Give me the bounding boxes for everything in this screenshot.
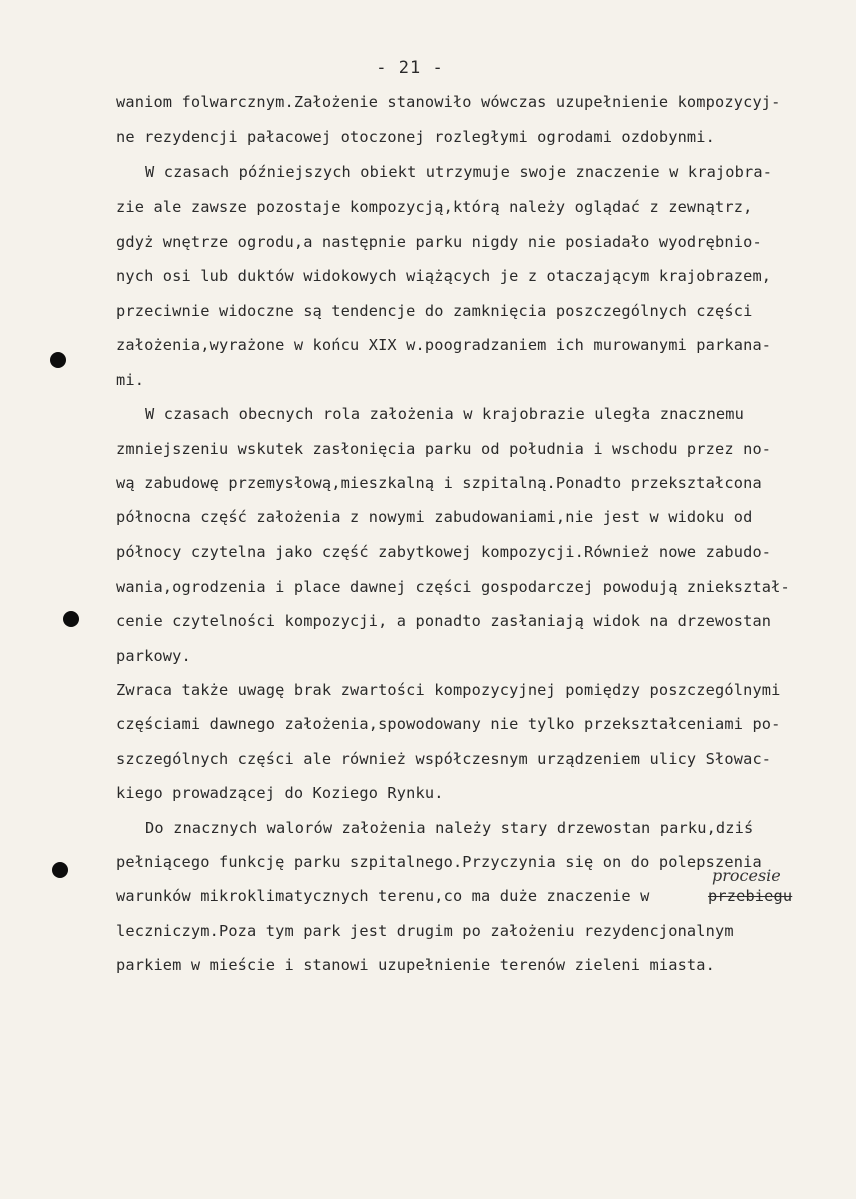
text-line: przeciwnie widoczne są tendencje do zamknięcia poszczególnych części xyxy=(116,302,753,320)
text-line: wą zabudowę przemysłową,mieszkalną i szpitalną.Ponadto przekształcona xyxy=(116,474,762,492)
text-line: W czasach późniejszych obiekt utrzymuje swoje znaczenie w krajobra- xyxy=(145,163,773,181)
struck-word: przebiegu xyxy=(708,887,793,905)
text-line: parkiem w mieście i stanowi uzupełnienie terenów zieleni miasta. xyxy=(116,956,716,974)
text-line: mi. xyxy=(116,371,145,389)
handwritten-correction: procesie xyxy=(712,866,781,885)
page-number: - 21 - xyxy=(376,58,444,78)
text-line: cenie czytelności kompozycji, a ponadto zasłaniają widok na drzewostan xyxy=(116,612,772,630)
text-line: nych osi lub duktów widokowych wiążących je z otaczającym krajobrazem, xyxy=(116,267,772,285)
text-line: kiego prowadzącej do Koziego Rynku. xyxy=(116,784,444,802)
binder-hole-middle xyxy=(63,611,79,627)
text-line: szczególnych części ale również współczesnym urządzeniem ulicy Słowac- xyxy=(116,750,772,768)
text-line: ne rezydencji pałacowej otoczonej rozległymi ogrodami ozdobynmi. xyxy=(116,128,716,146)
text-line: Zwraca także uwagę brak zwartości kompozycyjnej pomiędzy poszczególnymi xyxy=(116,681,781,699)
text-line: wania,ogrodzenia i place dawnej części gospodarczej powodują zniekształ- xyxy=(116,578,790,596)
text-line: północy czytelna jako część zabytkowej kompozycji.Również nowe zabudo- xyxy=(116,543,772,561)
text-line: leczniczym.Poza tym park jest drugim po założeniu rezydencjonalnym xyxy=(116,922,734,940)
text-line: parkowy. xyxy=(116,647,191,665)
text-line: gdyż wnętrze ogrodu,a następnie parku nigdy nie posiadało wyodrębnio- xyxy=(116,233,762,251)
text-line: warunków mikroklimatycznych terenu,co ma duże znaczenie w xyxy=(116,887,650,905)
text-line: zie ale zawsze pozostaje kompozycją,którą należy oglądać z zewnątrz, xyxy=(116,198,753,216)
binder-hole-top xyxy=(50,352,66,368)
binder-hole-bottom xyxy=(52,862,68,878)
text-line: częściami dawnego założenia,spowodowany nie tylko przekształceniami po- xyxy=(116,715,781,733)
text-line: pełniącego funkcję parku szpitalnego.Przyczynia się on do polepszenia xyxy=(116,853,762,871)
text-line: północna część założenia z nowymi zabudowaniami,nie jest w widoku od xyxy=(116,508,753,526)
text-line: założenia,wyrażone w końcu XIX w.poogradzaniem ich murowanymi parkana- xyxy=(116,336,772,354)
text-line: W czasach obecnych rola założenia w krajobrazie uległa znacznemu xyxy=(145,405,745,423)
text-line: waniom folwarcznym.Założenie stanowiło wówczas uzupełnienie kompozycyj- xyxy=(116,93,781,111)
text-line: zmniejszeniu wskutek zasłonięcia parku od południa i wschodu przez no- xyxy=(116,440,772,458)
text-line: Do znacznych walorów założenia należy stary drzewostan parku,dziś xyxy=(145,819,754,837)
